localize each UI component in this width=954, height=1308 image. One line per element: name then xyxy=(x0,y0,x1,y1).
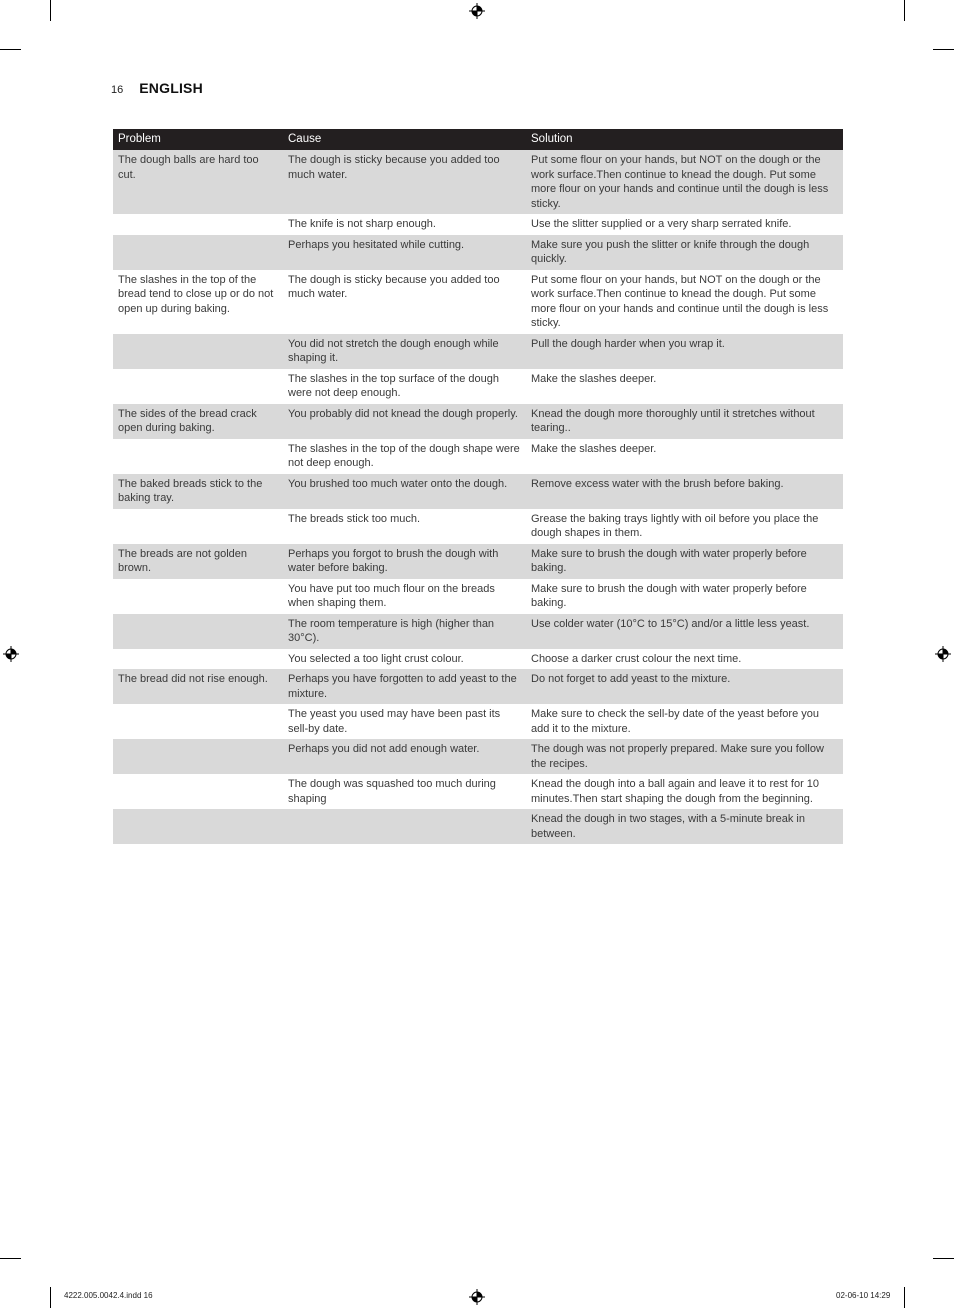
table-row xyxy=(113,334,843,369)
table-row xyxy=(113,404,843,439)
crop-mark-bottom-left-v xyxy=(50,1287,51,1308)
cell-problem xyxy=(113,334,283,369)
cell-solution: Remove excess water with the brush before baking. xyxy=(526,474,843,509)
registration-mark-icon xyxy=(469,3,485,19)
cell-solution: Make the slashes deeper. xyxy=(531,442,657,455)
cell-cause: Perhaps you have forgotten to add yeast to the mixture. xyxy=(283,669,526,704)
cell-problem xyxy=(113,235,283,270)
cell-solution: Make sure to brush the dough with water properly before baking. xyxy=(526,544,843,579)
table-row xyxy=(113,474,843,509)
cell-problem: The bread did not rise enough. xyxy=(113,669,283,704)
cell-problem xyxy=(113,774,283,809)
crop-mark-top-left-h xyxy=(0,49,21,50)
cell-solution: Knead the dough more thoroughly until it stretches without tearing.. xyxy=(526,404,843,439)
cell-solution: Make sure you push the slitter or knife through the dough quickly. xyxy=(526,235,843,270)
cell-problem xyxy=(113,614,283,649)
footer-date-time: 02-06-10 14:29 xyxy=(836,1291,891,1300)
registration-mark-icon xyxy=(469,1289,485,1305)
cell-solution: Knead the dough in two stages, with a 5-minute break in between. xyxy=(526,809,843,844)
cell-solution: Make sure to brush the dough with water properly before baking. xyxy=(531,582,807,609)
crop-mark-top-right-h xyxy=(933,49,954,50)
column-header-solution: Solution xyxy=(526,129,843,150)
table-row xyxy=(113,369,843,404)
cell-problem: The slashes in the top of the bread tend to close up or do not open up during baking. xyxy=(118,273,274,315)
registration-mark-icon xyxy=(935,646,951,662)
cell-problem xyxy=(113,739,283,774)
crop-mark-top-right-v xyxy=(904,0,905,21)
cell-cause: The slashes in the top surface of the dough were not deep enough. xyxy=(288,372,499,399)
table-row xyxy=(113,809,843,844)
cell-problem xyxy=(113,369,283,404)
cell-cause: The dough is sticky because you added too much water. xyxy=(288,273,500,300)
cell-solution: Pull the dough harder when you wrap it. xyxy=(526,334,843,369)
cell-solution: Put some flour on your hands, but NOT on the dough or the work surface.Then continue to knead the dough. Put some more flour on your hands and continue until the dough is less sticky. xyxy=(526,150,843,214)
table-row xyxy=(113,739,843,774)
cell-problem xyxy=(113,649,283,670)
column-header-problem: Problem xyxy=(113,129,283,150)
table-header-row xyxy=(113,129,843,150)
cell-problem: The baked breads stick to the baking tray. xyxy=(113,474,283,509)
cell-solution: Choose a darker crust colour the next time. xyxy=(531,652,742,665)
cell-cause: Perhaps you forgot to brush the dough with water before baking. xyxy=(283,544,526,579)
cell-cause: The breads stick too much. xyxy=(288,512,421,525)
table-row xyxy=(113,579,843,614)
cell-solution: Use the slitter supplied or a very sharp serrated knife. xyxy=(531,218,792,230)
cell-problem xyxy=(113,809,283,844)
cell-problem: The sides of the bread crack open during baking. xyxy=(113,404,283,439)
table-row xyxy=(113,544,843,579)
cell-cause: You did not stretch the dough enough while shaping it. xyxy=(283,334,526,369)
cell-cause: The slashes in the top of the dough shape were not deep enough. xyxy=(288,442,520,469)
cell-problem xyxy=(113,509,283,544)
table-row xyxy=(113,774,843,809)
table-row xyxy=(113,439,843,474)
crop-mark-bottom-left-h xyxy=(0,1258,21,1259)
cell-cause: You selected a too light crust colour. xyxy=(288,652,464,665)
cell-solution: The dough was not properly prepared. Make sure you follow the recipes. xyxy=(526,739,843,774)
page-header xyxy=(111,80,203,96)
cell-cause: The room temperature is high (higher than 30°C). xyxy=(283,614,526,649)
cell-cause: The dough is sticky because you added too much water. xyxy=(283,150,526,214)
page-number: 16 xyxy=(111,84,124,96)
cell-solution: Knead the dough into a ball again and leave it to rest for 10 minutes.Then start shaping the dough from the beginning. xyxy=(531,778,820,805)
section-title: ENGLISH xyxy=(139,80,203,96)
cell-cause: Perhaps you hesitated while cutting. xyxy=(283,235,526,270)
table-row xyxy=(113,649,843,670)
cell-cause xyxy=(283,809,526,844)
registration-mark-icon xyxy=(3,646,19,662)
cell-cause: You probably did not knead the dough properly. xyxy=(283,404,526,439)
cell-solution: Make sure to check the sell-by date of the yeast before you add it to the mixture. xyxy=(531,708,819,735)
crop-mark-bottom-right-h xyxy=(933,1258,954,1259)
cell-cause: The yeast you used may have been past its sell-by date. xyxy=(288,708,501,735)
table-row xyxy=(113,704,843,739)
cell-solution: Do not forget to add yeast to the mixture. xyxy=(526,669,843,704)
cell-cause: You brushed too much water onto the dough. xyxy=(283,474,526,509)
cell-solution: Make the slashes deeper. xyxy=(531,372,657,385)
table-row xyxy=(113,150,843,214)
cell-cause: You have put too much flour on the breads when shaping them. xyxy=(288,582,495,609)
footer-file-info: 4222.005.0042.4.indd 16 xyxy=(64,1291,153,1300)
troubleshooting-table xyxy=(113,129,843,844)
column-header-cause: Cause xyxy=(283,129,526,150)
table-row xyxy=(113,669,843,704)
cell-solution: Use colder water (10°C to 15°C) and/or a little less yeast. xyxy=(526,614,843,649)
crop-mark-bottom-right-v xyxy=(904,1287,905,1308)
cell-cause: The dough was squashed too much during shaping xyxy=(288,778,496,805)
table-row xyxy=(113,614,843,649)
cell-problem xyxy=(113,704,283,739)
cell-problem xyxy=(113,579,283,614)
cell-cause: Perhaps you did not add enough water. xyxy=(283,739,526,774)
cell-problem xyxy=(113,214,283,235)
cell-problem: The dough balls are hard too cut. xyxy=(113,150,283,214)
table-row xyxy=(113,509,843,544)
cell-cause: The knife is not sharp enough. xyxy=(288,218,436,230)
cell-problem: The breads are not golden brown. xyxy=(113,544,283,579)
crop-mark-top-left-v xyxy=(50,0,51,21)
cell-solution: Grease the baking trays lightly with oil before you place the dough shapes in them. xyxy=(531,512,819,539)
table-row xyxy=(113,214,843,235)
cell-solution: Put some flour on your hands, but NOT on the dough or the work surface.Then continue to knead the dough. Put some more flour on your hands and continue until the dough is less sticky. xyxy=(531,273,829,329)
table-row xyxy=(113,235,843,270)
table-row xyxy=(113,270,843,334)
cell-problem xyxy=(113,439,283,474)
